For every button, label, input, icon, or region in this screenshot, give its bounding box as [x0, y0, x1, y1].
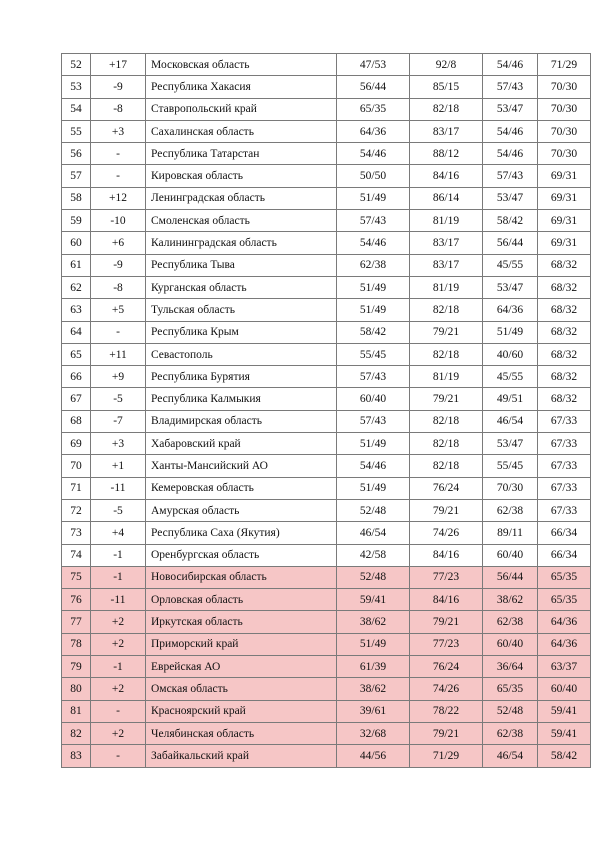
table-row — [62, 276, 591, 298]
region-name-cell: Тульская область — [146, 299, 337, 321]
region-name-cell: Забайкальский край — [146, 745, 337, 767]
ratio-2-cell: 81/19 — [410, 276, 483, 298]
rank-change-cell: -11 — [91, 589, 146, 611]
ratio-4-cell: 65/35 — [538, 589, 591, 611]
table-row — [62, 232, 591, 254]
ratio-2-cell: 82/18 — [410, 433, 483, 455]
table-row — [62, 589, 591, 611]
ratio-2-cell: 84/16 — [410, 589, 483, 611]
rank-change-cell: -7 — [91, 410, 146, 432]
ratio-1-cell: 54/46 — [337, 455, 410, 477]
rank-cell: 65 — [62, 343, 91, 365]
ratio-1-cell: 32/68 — [337, 722, 410, 744]
ratio-1-cell: 65/35 — [337, 98, 410, 120]
ratio-2-cell: 82/18 — [410, 410, 483, 432]
rank-cell: 56 — [62, 143, 91, 165]
ratio-3-cell: 52/48 — [483, 700, 538, 722]
table-row — [62, 611, 591, 633]
ratio-2-cell: 78/22 — [410, 700, 483, 722]
ratio-2-cell: 77/23 — [410, 566, 483, 588]
table-row — [62, 76, 591, 98]
ratio-3-cell: 89/11 — [483, 522, 538, 544]
region-name-cell: Республика Татарстан — [146, 143, 337, 165]
ratio-4-cell: 69/31 — [538, 210, 591, 232]
ratio-1-cell: 39/61 — [337, 700, 410, 722]
ratio-4-cell: 65/35 — [538, 566, 591, 588]
rank-change-cell: +11 — [91, 343, 146, 365]
ratio-4-cell: 67/33 — [538, 410, 591, 432]
region-name-cell: Сахалинская область — [146, 120, 337, 142]
ratio-3-cell: 60/40 — [483, 544, 538, 566]
region-name-cell: Севастополь — [146, 343, 337, 365]
table-row — [62, 120, 591, 142]
rank-change-cell: +2 — [91, 633, 146, 655]
rank-change-cell: +3 — [91, 120, 146, 142]
table-row — [62, 566, 591, 588]
table-row — [62, 98, 591, 120]
region-name-cell: Еврейская АО — [146, 656, 337, 678]
rank-cell: 55 — [62, 120, 91, 142]
rank-change-cell: - — [91, 165, 146, 187]
region-name-cell: Иркутская область — [146, 611, 337, 633]
ratio-4-cell: 59/41 — [538, 722, 591, 744]
region-name-cell: Орловская область — [146, 589, 337, 611]
rank-change-cell: - — [91, 321, 146, 343]
rank-change-cell: -5 — [91, 388, 146, 410]
ratio-4-cell: 68/32 — [538, 366, 591, 388]
ratio-3-cell: 55/45 — [483, 455, 538, 477]
ratio-1-cell: 57/43 — [337, 410, 410, 432]
ratio-4-cell: 67/33 — [538, 499, 591, 521]
ratio-3-cell: 46/54 — [483, 745, 538, 767]
ratio-3-cell: 45/55 — [483, 254, 538, 276]
ratio-1-cell: 59/41 — [337, 589, 410, 611]
ratio-1-cell: 51/49 — [337, 276, 410, 298]
region-name-cell: Республика Хакасия — [146, 76, 337, 98]
ratio-1-cell: 51/49 — [337, 299, 410, 321]
ratio-4-cell: 68/32 — [538, 388, 591, 410]
table-row — [62, 187, 591, 209]
ratio-1-cell: 51/49 — [337, 477, 410, 499]
ratio-3-cell: 51/49 — [483, 321, 538, 343]
table-row — [62, 477, 591, 499]
ratio-2-cell: 83/17 — [410, 120, 483, 142]
ratio-4-cell: 68/32 — [538, 254, 591, 276]
ratio-2-cell: 76/24 — [410, 477, 483, 499]
ratio-2-cell: 88/12 — [410, 143, 483, 165]
ratio-2-cell: 82/18 — [410, 299, 483, 321]
rank-cell: 80 — [62, 678, 91, 700]
region-name-cell: Республика Бурятия — [146, 366, 337, 388]
ratio-3-cell: 53/47 — [483, 433, 538, 455]
ratio-2-cell: 79/21 — [410, 388, 483, 410]
rank-cell: 66 — [62, 366, 91, 388]
rank-change-cell: - — [91, 700, 146, 722]
ratio-1-cell: 38/62 — [337, 678, 410, 700]
region-name-cell: Новосибирская область — [146, 566, 337, 588]
ratio-4-cell: 69/31 — [538, 187, 591, 209]
rank-change-cell: +4 — [91, 522, 146, 544]
ratio-1-cell: 56/44 — [337, 76, 410, 98]
ratio-4-cell: 66/34 — [538, 522, 591, 544]
region-name-cell: Ставропольский край — [146, 98, 337, 120]
ratio-3-cell: 64/36 — [483, 299, 538, 321]
ratio-3-cell: 62/38 — [483, 722, 538, 744]
rank-change-cell: - — [91, 745, 146, 767]
ratio-2-cell: 84/16 — [410, 165, 483, 187]
rank-change-cell: -10 — [91, 210, 146, 232]
rank-change-cell: +9 — [91, 366, 146, 388]
rank-change-cell: +6 — [91, 232, 146, 254]
ratio-4-cell: 66/34 — [538, 544, 591, 566]
rank-cell: 59 — [62, 210, 91, 232]
ratio-1-cell: 44/56 — [337, 745, 410, 767]
table-row — [62, 254, 591, 276]
ratio-3-cell: 40/60 — [483, 343, 538, 365]
region-name-cell: Омская область — [146, 678, 337, 700]
ratio-1-cell: 57/43 — [337, 210, 410, 232]
table-row — [62, 455, 591, 477]
ratio-2-cell: 85/15 — [410, 76, 483, 98]
ratio-3-cell: 65/35 — [483, 678, 538, 700]
rank-cell: 79 — [62, 656, 91, 678]
rank-cell: 75 — [62, 566, 91, 588]
table-row — [62, 366, 591, 388]
rank-cell: 53 — [62, 76, 91, 98]
ratio-3-cell: 56/44 — [483, 566, 538, 588]
ratio-1-cell: 61/39 — [337, 656, 410, 678]
ratio-2-cell: 79/21 — [410, 321, 483, 343]
ratio-4-cell: 64/36 — [538, 633, 591, 655]
rank-cell: 82 — [62, 722, 91, 744]
ratio-4-cell: 64/36 — [538, 611, 591, 633]
ratio-1-cell: 38/62 — [337, 611, 410, 633]
rank-cell: 73 — [62, 522, 91, 544]
rank-change-cell: -5 — [91, 499, 146, 521]
rank-cell: 81 — [62, 700, 91, 722]
region-name-cell: Владимирская область — [146, 410, 337, 432]
ratio-4-cell: 58/42 — [538, 745, 591, 767]
region-name-cell: Челябинская область — [146, 722, 337, 744]
region-name-cell: Кемеровская область — [146, 477, 337, 499]
table-row — [62, 54, 591, 76]
ratio-2-cell: 84/16 — [410, 544, 483, 566]
ratio-4-cell: 60/40 — [538, 678, 591, 700]
table-row — [62, 633, 591, 655]
ratio-4-cell: 71/29 — [538, 54, 591, 76]
ratio-4-cell: 70/30 — [538, 120, 591, 142]
rank-change-cell: -1 — [91, 566, 146, 588]
ratio-2-cell: 79/21 — [410, 499, 483, 521]
ratio-2-cell: 82/18 — [410, 343, 483, 365]
ratio-2-cell: 86/14 — [410, 187, 483, 209]
ratio-3-cell: 53/47 — [483, 187, 538, 209]
ratio-4-cell: 70/30 — [538, 143, 591, 165]
ratio-3-cell: 46/54 — [483, 410, 538, 432]
ratio-1-cell: 57/43 — [337, 366, 410, 388]
table-row — [62, 388, 591, 410]
table-row — [62, 143, 591, 165]
region-name-cell: Курганская область — [146, 276, 337, 298]
rank-cell: 72 — [62, 499, 91, 521]
ratio-4-cell: 67/33 — [538, 477, 591, 499]
rank-cell: 71 — [62, 477, 91, 499]
rank-cell: 77 — [62, 611, 91, 633]
ratio-1-cell: 42/58 — [337, 544, 410, 566]
table-row — [62, 522, 591, 544]
rank-change-cell: -9 — [91, 76, 146, 98]
ratio-2-cell: 76/24 — [410, 656, 483, 678]
ratio-3-cell: 53/47 — [483, 98, 538, 120]
table-row — [62, 656, 591, 678]
ratio-4-cell: 70/30 — [538, 76, 591, 98]
rank-change-cell: +5 — [91, 299, 146, 321]
rank-change-cell: +2 — [91, 678, 146, 700]
ratio-4-cell: 63/37 — [538, 656, 591, 678]
table-row — [62, 499, 591, 521]
ratio-1-cell: 51/49 — [337, 433, 410, 455]
rank-change-cell: -1 — [91, 656, 146, 678]
ratio-3-cell: 58/42 — [483, 210, 538, 232]
rank-cell: 58 — [62, 187, 91, 209]
ratio-3-cell: 54/46 — [483, 143, 538, 165]
region-name-cell: Амурская область — [146, 499, 337, 521]
ratio-3-cell: 53/47 — [483, 276, 538, 298]
rank-change-cell: +2 — [91, 611, 146, 633]
rank-cell: 54 — [62, 98, 91, 120]
rank-cell: 60 — [62, 232, 91, 254]
rank-cell: 61 — [62, 254, 91, 276]
ratio-4-cell: 67/33 — [538, 455, 591, 477]
region-name-cell: Республика Саха (Якутия) — [146, 522, 337, 544]
ratio-1-cell: 47/53 — [337, 54, 410, 76]
table-row — [62, 410, 591, 432]
ratio-3-cell: 54/46 — [483, 54, 538, 76]
ratio-1-cell: 64/36 — [337, 120, 410, 142]
ratio-1-cell: 55/45 — [337, 343, 410, 365]
ratio-3-cell: 38/62 — [483, 589, 538, 611]
ratio-3-cell: 60/40 — [483, 633, 538, 655]
region-name-cell: Калининградская область — [146, 232, 337, 254]
rank-cell: 52 — [62, 54, 91, 76]
ratio-4-cell: 70/30 — [538, 98, 591, 120]
rank-change-cell: -9 — [91, 254, 146, 276]
ratio-2-cell: 82/18 — [410, 98, 483, 120]
ratio-2-cell: 71/29 — [410, 745, 483, 767]
rank-cell: 63 — [62, 299, 91, 321]
ratio-4-cell: 59/41 — [538, 700, 591, 722]
ratio-4-cell: 68/32 — [538, 321, 591, 343]
ratio-4-cell: 69/31 — [538, 232, 591, 254]
ratio-2-cell: 74/26 — [410, 522, 483, 544]
rank-change-cell: - — [91, 143, 146, 165]
ratio-1-cell: 51/49 — [337, 187, 410, 209]
ratio-1-cell: 60/40 — [337, 388, 410, 410]
rank-cell: 76 — [62, 589, 91, 611]
ratio-3-cell: 62/38 — [483, 499, 538, 521]
region-name-cell: Республика Крым — [146, 321, 337, 343]
rank-cell: 78 — [62, 633, 91, 655]
ratio-1-cell: 62/38 — [337, 254, 410, 276]
ratio-1-cell: 58/42 — [337, 321, 410, 343]
ratio-4-cell: 67/33 — [538, 433, 591, 455]
table-row — [62, 700, 591, 722]
ratio-2-cell: 83/17 — [410, 254, 483, 276]
region-name-cell: Республика Калмыкия — [146, 388, 337, 410]
ratio-1-cell: 54/46 — [337, 143, 410, 165]
region-name-cell: Ленинградская область — [146, 187, 337, 209]
ratio-3-cell: 49/51 — [483, 388, 538, 410]
rank-cell: 83 — [62, 745, 91, 767]
table-row — [62, 299, 591, 321]
table-row — [62, 210, 591, 232]
ratio-2-cell: 77/23 — [410, 633, 483, 655]
region-name-cell: Приморский край — [146, 633, 337, 655]
ratio-2-cell: 79/21 — [410, 611, 483, 633]
rank-cell: 62 — [62, 276, 91, 298]
table-row — [62, 343, 591, 365]
rank-cell: 57 — [62, 165, 91, 187]
ratio-3-cell: 36/64 — [483, 656, 538, 678]
rank-change-cell: +17 — [91, 54, 146, 76]
table-row — [62, 722, 591, 744]
rank-cell: 69 — [62, 433, 91, 455]
rank-cell: 70 — [62, 455, 91, 477]
table-row — [62, 678, 591, 700]
table-row — [62, 321, 591, 343]
rank-cell: 74 — [62, 544, 91, 566]
region-name-cell: Красноярский край — [146, 700, 337, 722]
ratio-3-cell: 45/55 — [483, 366, 538, 388]
ratio-2-cell: 81/19 — [410, 366, 483, 388]
region-name-cell: Оренбургская область — [146, 544, 337, 566]
rank-cell: 68 — [62, 410, 91, 432]
region-name-cell: Хабаровский край — [146, 433, 337, 455]
rank-change-cell: -8 — [91, 276, 146, 298]
table-row — [62, 165, 591, 187]
table-row — [62, 544, 591, 566]
rank-change-cell: -11 — [91, 477, 146, 499]
rank-change-cell: -1 — [91, 544, 146, 566]
ratio-2-cell: 81/19 — [410, 210, 483, 232]
ratio-3-cell: 62/38 — [483, 611, 538, 633]
ratio-3-cell: 57/43 — [483, 165, 538, 187]
ratio-2-cell: 82/18 — [410, 455, 483, 477]
ratio-1-cell: 46/54 — [337, 522, 410, 544]
rank-cell: 67 — [62, 388, 91, 410]
region-rating-table — [61, 53, 591, 768]
ratio-4-cell: 69/31 — [538, 165, 591, 187]
ratio-1-cell: 54/46 — [337, 232, 410, 254]
ratio-3-cell: 54/46 — [483, 120, 538, 142]
region-name-cell: Смоленская область — [146, 210, 337, 232]
rank-change-cell: +1 — [91, 455, 146, 477]
ratio-2-cell: 83/17 — [410, 232, 483, 254]
table-row — [62, 433, 591, 455]
ratio-2-cell: 79/21 — [410, 722, 483, 744]
rank-cell: 64 — [62, 321, 91, 343]
ratio-4-cell: 68/32 — [538, 343, 591, 365]
ratio-1-cell: 52/48 — [337, 566, 410, 588]
region-name-cell: Кировская область — [146, 165, 337, 187]
rank-change-cell: +2 — [91, 722, 146, 744]
ratio-2-cell: 74/26 — [410, 678, 483, 700]
ratio-1-cell: 52/48 — [337, 499, 410, 521]
ratio-3-cell: 56/44 — [483, 232, 538, 254]
ratio-3-cell: 57/43 — [483, 76, 538, 98]
rank-change-cell: +3 — [91, 433, 146, 455]
ratio-1-cell: 50/50 — [337, 165, 410, 187]
region-name-cell: Ханты-Мансийский АО — [146, 455, 337, 477]
table-body — [62, 54, 591, 768]
ratio-4-cell: 68/32 — [538, 299, 591, 321]
region-name-cell: Московская область — [146, 54, 337, 76]
ratio-2-cell: 92/8 — [410, 54, 483, 76]
ratio-1-cell: 51/49 — [337, 633, 410, 655]
table-row — [62, 745, 591, 767]
ratio-4-cell: 68/32 — [538, 276, 591, 298]
rank-change-cell: +12 — [91, 187, 146, 209]
ratio-3-cell: 70/30 — [483, 477, 538, 499]
region-name-cell: Республика Тыва — [146, 254, 337, 276]
rank-change-cell: -8 — [91, 98, 146, 120]
